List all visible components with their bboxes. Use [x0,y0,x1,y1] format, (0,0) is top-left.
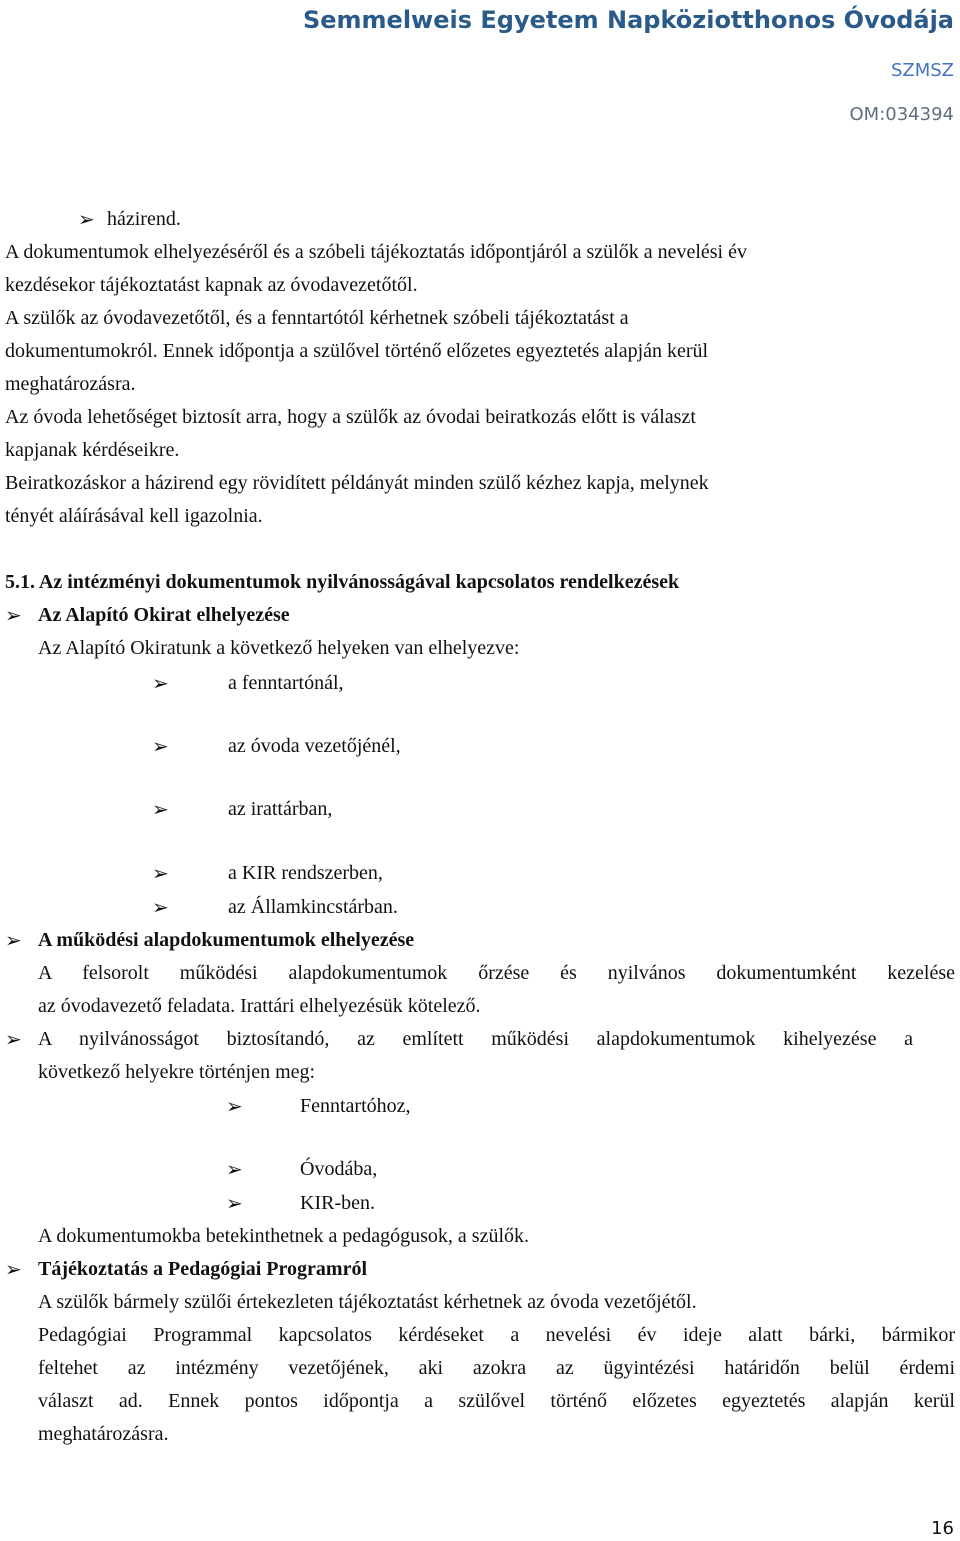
subheading-alapito: Az Alapító Okirat elhelyezése [38,604,290,626]
paragraph-line: választ ad. Ennek pontos időpontja a szülővel történő előzetes egyeztetés alapján kerül [38,1390,955,1412]
paragraph-line: A dokumentumokba betekinthetnek a pedagógusok, a szülők. [38,1225,530,1247]
paragraph-line: A nyilvánosságot biztosítandó, az említett működési alapdokumentumok kihelyezése a [38,1028,913,1050]
paragraph-line: A dokumentumok elhelyezéséről és a szóbeli tájékoztatás időpontjáról a szülők a nevelési év [5,241,747,263]
list-item: Fenntartóhoz, [300,1095,411,1117]
paragraph-line: Az Alapító Okiratunk a következő helyeken van elhelyezve: [38,637,520,659]
paragraph-line: Az óvoda lehetőséget biztosít arra, hogy a szülők az óvodai beiratkozás előtt is választ [5,406,696,428]
paragraph-line: A szülők az óvodavezetőtől, és a fenntartótól kérhetnek szóbeli tájékoztatást a [5,307,629,329]
arrow-bullet-icon: ➢ [5,928,22,952]
arrow-bullet-icon: ➢ [226,1191,243,1215]
list-item: Óvodába, [300,1158,378,1180]
list-item: az irattárban, [228,798,333,820]
arrow-bullet-icon: ➢ [152,861,169,885]
list-item-hazirend: házirend. [107,208,181,230]
section-heading: 5.1. Az intézményi dokumentumok nyilvánosságával kapcsolatos rendelkezések [5,571,680,593]
paragraph-line: Pedagógiai Programmal kapcsolatos kérdéseket a nevelési év ideje alatt bárki, bármikor [38,1324,955,1346]
paragraph-line: tényét aláírásával kell igazolnia. [5,505,263,527]
paragraph-line: Beiratkozáskor a házirend egy rövidített példányát minden szülő kézhez kapja, melynek [5,472,709,494]
paragraph-line: dokumentumokról. Ennek időpontja a szülővel történő előzetes egyeztetés alapján kerül [5,340,709,362]
paragraph-line: meghatározásra. [38,1423,169,1445]
paragraph-line: A szülők bármely szülői értekezleten tájékoztatást kérhetnek az óvoda vezetőjétől. [38,1291,697,1313]
arrow-bullet-icon: ➢ [152,895,169,919]
paragraph-line: meghatározásra. [5,373,136,395]
paragraph-line: kapjanak kérdéseikre. [5,439,180,461]
list-item: KIR-ben. [300,1192,375,1214]
subheading-pedagogiai: Tájékoztatás a Pedagógiai Programról [38,1258,368,1280]
institution-title: Semmelweis Egyetem Napköziotthonos Óvodája [302,6,954,34]
arrow-bullet-icon: ➢ [5,1257,22,1281]
list-item: a KIR rendszerben, [228,862,383,884]
subheading-mukodesi: A működési alapdokumentumok elhelyezése [38,929,415,951]
paragraph-line: A felsorolt működési alapdokumentumok őrzése és nyilvános dokumentumként kezelése [38,962,955,984]
list-item: az óvoda vezetőjénél, [228,735,401,757]
arrow-bullet-icon: ➢ [226,1094,243,1118]
paragraph-line: feltehet az intézmény vezetőjének, aki azokra az ügyintézési határidőn belül érdemi [38,1357,955,1379]
arrow-bullet-icon: ➢ [78,207,95,231]
arrow-bullet-icon: ➢ [152,734,169,758]
arrow-bullet-icon: ➢ [5,603,22,627]
arrow-bullet-icon: ➢ [152,797,169,821]
page-number: 16 [931,1518,954,1539]
list-item: az Államkincstárban. [228,896,398,918]
paragraph-line: kezdésekor tájékoztatást kapnak az óvodavezetőtől. [5,274,418,296]
arrow-bullet-icon: ➢ [226,1157,243,1181]
paragraph-line: következő helyekre történjen meg: [38,1061,316,1083]
list-item: a fenntartónál, [228,672,344,694]
om-identifier: OM:034394 [849,104,954,125]
paragraph-line: az óvodavezető feladata. Irattári elhelyezésük kötelező. [38,995,481,1017]
arrow-bullet-icon: ➢ [152,671,169,695]
arrow-bullet-icon: ➢ [5,1027,22,1051]
document-code: SZMSZ [890,60,954,81]
